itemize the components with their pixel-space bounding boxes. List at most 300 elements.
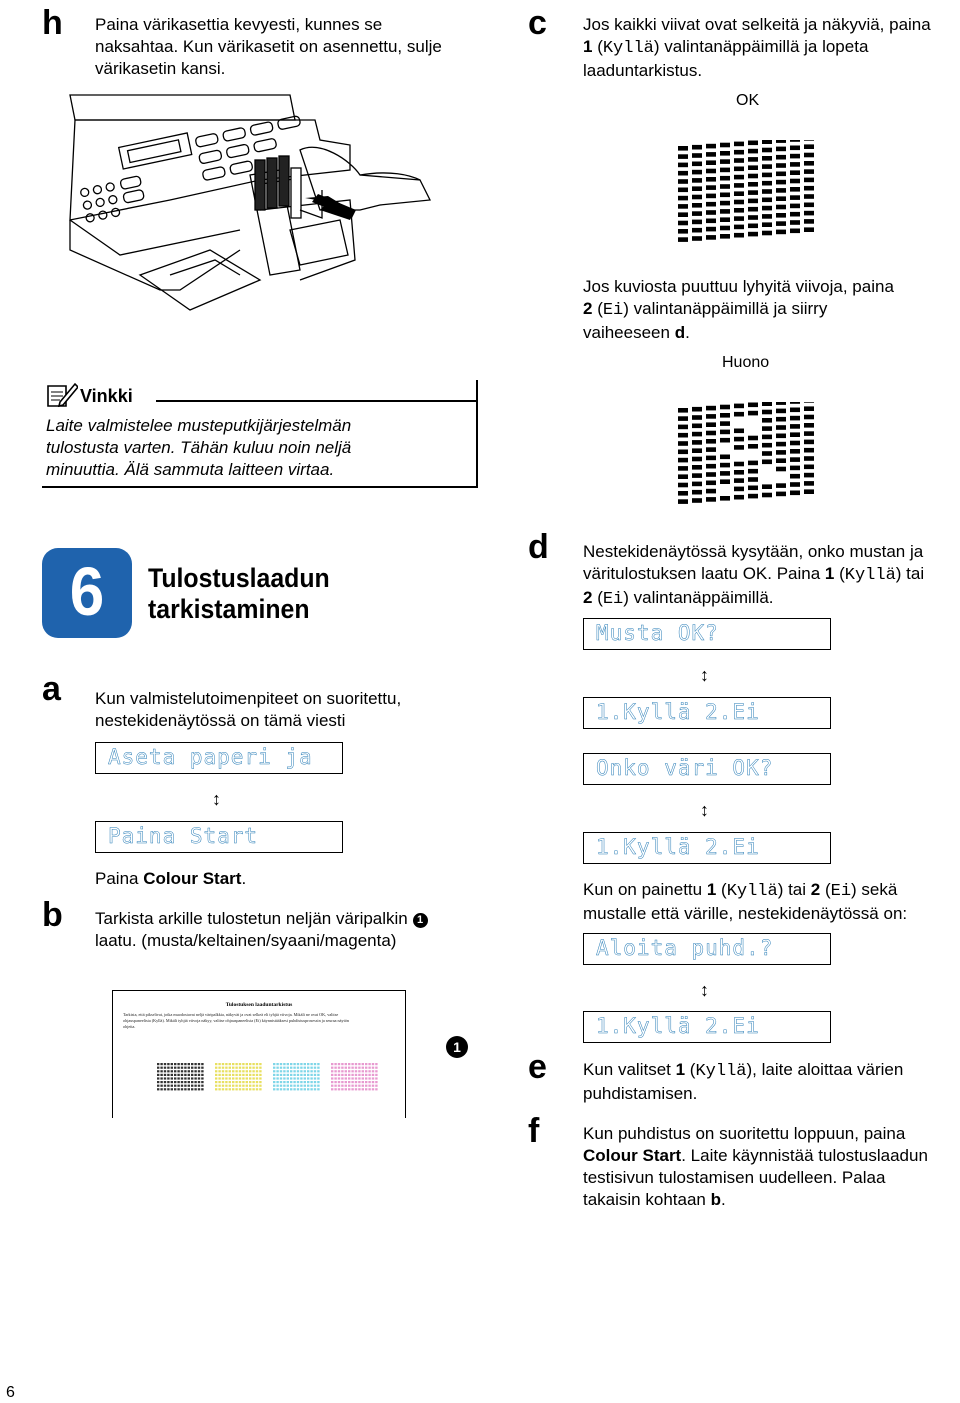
step-h-text: Paina värikasettia kevyesti, kunnes se naksahtaa. Kun värikasetit on asennettu, sulje värikasetin kansi.: [95, 15, 442, 78]
color-block-dot: [225, 1070, 227, 1072]
nozzle-pattern-dash: [692, 228, 702, 233]
nozzle-pattern-dash: [790, 179, 800, 184]
nozzle-pattern-dash: [776, 230, 786, 235]
color-block-dot: [222, 1088, 224, 1090]
nozzle-pattern-dash: [790, 449, 800, 454]
color-block-dot: [225, 1088, 227, 1090]
color-block-dot: [160, 1070, 162, 1072]
tip-text: Laite valmistelee musteputkijärjestelmän tulostusta varten. Tähän kuluu noin neljä minuuttia. Älä sammuta laitteen virtaa.: [46, 416, 352, 479]
color-block-dot: [310, 1081, 312, 1083]
step-c-text: Jos kaikki viivat ovat selkeitä ja näkyviä, paina 1 (Kyllä) valintanäppäimillä ja lopeta laaduntarkistus.: [583, 15, 931, 80]
color-block-dot: [249, 1088, 251, 1090]
color-block-dot: [242, 1070, 244, 1072]
color-block-dot: [307, 1063, 309, 1065]
color-block-dot: [355, 1063, 357, 1065]
color-block-dot: [372, 1074, 374, 1076]
color-block-dot: [259, 1063, 261, 1065]
color-block-dot: [375, 1063, 377, 1065]
color-block-dot: [242, 1085, 244, 1087]
nozzle-pattern-dash: [762, 418, 772, 423]
nozzle-pattern-dash: [804, 186, 814, 191]
color-block-dot: [242, 1067, 244, 1069]
color-block-dot: [198, 1085, 200, 1087]
nozzle-pattern-dash: [748, 199, 758, 204]
nozzle-pattern-dash: [748, 190, 758, 195]
step-letter-e: e: [528, 1048, 547, 1086]
color-block-dot: [351, 1063, 353, 1065]
nozzle-pattern-dash: [804, 456, 814, 461]
color-block-dot: [368, 1070, 370, 1072]
color-block-dot: [300, 1088, 302, 1090]
color-block-dot: [341, 1081, 343, 1083]
color-block-dot: [273, 1085, 275, 1087]
nozzle-pattern-dash: [762, 484, 772, 489]
test-sheet-text: Tarkista, että pikselivat, jotka muodostavat neljä väripalkkia, näkyvät ja ovat selkeä eli tyhjiä viivoja. Mikäli ne ovat OK, valitse ohjauspaneelista (Kyllä). Mikäli tyhjiä viivoja näkyy, valitse ohjauspaneelista (Ei) käynnistääksesi puhdistusprosessin ja seuraa näytön ohjeita.: [123, 1012, 349, 1029]
color-block-dot: [188, 1074, 190, 1076]
color-block-dot: [334, 1074, 336, 1076]
step-number-badge: [42, 548, 132, 638]
nozzle-pattern-dash: [734, 200, 744, 205]
color-block-dot: [222, 1081, 224, 1083]
color-block-dot: [191, 1088, 193, 1090]
nozzle-pattern-dash: [734, 404, 744, 409]
bad-pattern: [676, 402, 822, 510]
color-block-dot: [184, 1074, 186, 1076]
nozzle-pattern-dash: [706, 235, 716, 240]
color-block-dot: [201, 1067, 203, 1069]
printer-illustration: [60, 90, 480, 315]
nozzle-pattern-dash: [790, 424, 800, 429]
color-block-dot: [249, 1063, 251, 1065]
nozzle-pattern-dash: [762, 173, 772, 178]
color-block-dot: [362, 1063, 364, 1065]
color-block-dot: [375, 1077, 377, 1079]
color-block-dot: [252, 1088, 254, 1090]
step-number: 6: [69, 554, 105, 631]
color-block-dot: [229, 1081, 231, 1083]
nozzle-pattern-dash: [678, 188, 688, 193]
color-block-dot: [300, 1077, 302, 1079]
color-block-dot: [314, 1085, 316, 1087]
nozzle-pattern-dash: [790, 170, 800, 175]
nozzle-pattern-dash: [748, 436, 758, 441]
color-block-dot: [174, 1074, 176, 1076]
nozzle-pattern-dash: [804, 194, 814, 199]
color-block-dot: [307, 1067, 309, 1069]
color-block-dot: [181, 1063, 183, 1065]
step-letter-a: a: [42, 670, 61, 708]
color-block-dot: [242, 1077, 244, 1079]
color-block-dot: [188, 1077, 190, 1079]
color-block-dot: [307, 1074, 309, 1076]
color-block-dot: [297, 1070, 299, 1072]
color-block-dot: [191, 1085, 193, 1087]
nozzle-pattern-dash: [804, 473, 814, 478]
step-letter-h: h: [42, 4, 63, 42]
nozzle-pattern-dash: [720, 430, 730, 435]
color-block-dot: [177, 1063, 179, 1065]
color-block-dot: [310, 1063, 312, 1065]
color-block-dot: [171, 1081, 173, 1083]
color-block-dot: [297, 1088, 299, 1090]
color-block-dot: [307, 1077, 309, 1079]
color-block-dot: [181, 1085, 183, 1087]
nozzle-pattern-dash: [762, 426, 772, 431]
color-block-dot: [314, 1088, 316, 1090]
color-block-dot: [283, 1085, 285, 1087]
color-block-dot: [256, 1067, 258, 1069]
color-block-dot: [355, 1077, 357, 1079]
color-block-dot: [351, 1077, 353, 1079]
nozzle-pattern-dash: [776, 221, 786, 226]
color-block-dot: [314, 1070, 316, 1072]
color-block-dot: [290, 1081, 292, 1083]
nozzle-pattern-dash: [678, 441, 688, 446]
nozzle-pattern-dash: [720, 226, 730, 231]
press-colour-start-text: Paina Colour Start.: [95, 869, 247, 888]
color-block-dot: [287, 1070, 289, 1072]
color-block-dot: [348, 1063, 350, 1065]
color-block-dot: [351, 1074, 353, 1076]
color-block-dot: [198, 1081, 200, 1083]
nozzle-pattern-dash: [776, 434, 786, 439]
nozzle-pattern-dash: [776, 402, 786, 405]
color-block-dot: [280, 1088, 282, 1090]
color-block-dot: [167, 1067, 169, 1069]
color-block-dot: [355, 1070, 357, 1072]
nozzle-pattern-dash: [692, 482, 702, 487]
nozzle-pattern-dash: [762, 214, 772, 219]
nozzle-pattern-dash: [692, 457, 702, 462]
nozzle-pattern-dash: [776, 492, 786, 497]
color-block-dot: [239, 1081, 241, 1083]
color-block-dot: [276, 1085, 278, 1087]
nozzle-pattern-dash: [762, 493, 772, 498]
color-block-dot: [273, 1070, 275, 1072]
nozzle-pattern-dash: [804, 153, 814, 158]
color-block-dot: [372, 1081, 374, 1083]
color-block-dot: [181, 1067, 183, 1069]
color-block-dot: [160, 1085, 162, 1087]
nozzle-pattern-dash: [720, 471, 730, 476]
nozzle-pattern-dash: [734, 412, 744, 417]
nozzle-pattern-dash: [720, 176, 730, 181]
color-block-dot: [273, 1081, 275, 1083]
color-block-dot: [259, 1077, 261, 1079]
nozzle-pattern-dash: [776, 172, 786, 177]
color-block-dot: [348, 1077, 350, 1079]
nozzle-pattern-dash: [678, 458, 688, 463]
color-block-dot: [225, 1081, 227, 1083]
color-block-dot: [307, 1081, 309, 1083]
color-block-dot: [345, 1085, 347, 1087]
color-block-dot: [368, 1085, 370, 1087]
nozzle-pattern-dash: [804, 211, 814, 216]
color-block-dot: [297, 1063, 299, 1065]
nozzle-pattern-dash: [776, 409, 786, 414]
color-block-dot: [331, 1063, 333, 1065]
color-block-dot: [229, 1070, 231, 1072]
color-block-dot: [235, 1088, 237, 1090]
color-block-dot: [334, 1085, 336, 1087]
color-block-dot: [225, 1074, 227, 1076]
color-block-dot: [232, 1088, 234, 1090]
nozzle-pattern-dash: [706, 194, 716, 199]
color-block-dot: [246, 1088, 248, 1090]
nozzle-pattern-dash: [720, 479, 730, 484]
color-block-dot: [362, 1070, 364, 1072]
nozzle-pattern-dash: [762, 206, 772, 211]
color-block-dot: [259, 1067, 261, 1069]
color-block-dot: [314, 1067, 316, 1069]
color-block-dot: [157, 1081, 159, 1083]
nozzle-pattern-dash: [790, 146, 800, 151]
color-block-dot: [300, 1074, 302, 1076]
color-block-dot: [348, 1085, 350, 1087]
nozzle-pattern-dash: [706, 481, 716, 486]
color-block-dot: [273, 1088, 275, 1090]
nozzle-pattern-dash: [720, 234, 730, 239]
color-block-dot: [201, 1070, 203, 1072]
nozzle-pattern-dash: [748, 157, 758, 162]
color-block-dot: [171, 1067, 173, 1069]
nozzle-pattern-dash: [678, 425, 688, 430]
color-block-dot: [177, 1081, 179, 1083]
color-block-dot: [194, 1088, 196, 1090]
color-block-dot: [191, 1070, 193, 1072]
lcd-display: Aloita puhd.?: [583, 933, 831, 965]
color-block-dot: [368, 1074, 370, 1076]
color-block-dot: [164, 1085, 166, 1087]
nozzle-pattern-dash: [776, 163, 786, 168]
color-block-dot: [164, 1063, 166, 1065]
color-block-dot: [218, 1081, 220, 1083]
color-block-dot: [160, 1067, 162, 1069]
scroll-arrow-icon: ↕: [700, 665, 709, 685]
color-block-dot: [345, 1067, 347, 1069]
scroll-arrow-icon: ↕: [700, 800, 709, 820]
color-block-dot: [232, 1077, 234, 1079]
nozzle-pattern-dash: [804, 415, 814, 420]
color-block-dot: [304, 1067, 306, 1069]
color-block-dot: [283, 1088, 285, 1090]
nozzle-pattern-dash: [804, 423, 814, 428]
nozzle-pattern-dash: [692, 424, 702, 429]
nozzle-pattern-dash: [790, 204, 800, 209]
pencil-note-icon: [46, 380, 78, 408]
color-block-dot: [372, 1077, 374, 1079]
nozzle-pattern-dash: [734, 167, 744, 172]
color-block-dot: [164, 1074, 166, 1076]
nozzle-pattern-dash: [734, 150, 744, 155]
color-block-dot: [334, 1063, 336, 1065]
color-block-dot: [280, 1077, 282, 1079]
nozzle-pattern-dash: [720, 463, 730, 468]
color-block-dot: [338, 1063, 340, 1065]
color-block-dot: [290, 1074, 292, 1076]
color-block-dot: [198, 1070, 200, 1072]
color-block-dot: [184, 1063, 186, 1065]
color-block-dot: [341, 1070, 343, 1072]
color-block-dot: [273, 1077, 275, 1079]
nozzle-pattern-dash: [734, 233, 744, 238]
nozzle-pattern-dash: [720, 421, 730, 426]
color-block-dot: [239, 1067, 241, 1069]
color-block-dot: [215, 1074, 217, 1076]
nozzle-pattern-dash: [748, 486, 758, 491]
color-block-dot: [160, 1063, 162, 1065]
color-block-dot: [174, 1067, 176, 1069]
color-block-dot: [184, 1070, 186, 1072]
nozzle-pattern-dash: [692, 220, 702, 225]
color-block-dot: [368, 1081, 370, 1083]
nozzle-pattern-dash: [804, 219, 814, 224]
nozzle-pattern-dash: [678, 212, 688, 217]
nozzle-pattern-dash: [776, 450, 786, 455]
nozzle-pattern-dash: [776, 425, 786, 430]
color-block-dot: [232, 1063, 234, 1065]
nozzle-pattern-dash: [790, 229, 800, 234]
step-letter-f: f: [528, 1112, 540, 1150]
color-block-dot: [225, 1063, 227, 1065]
color-block-dot: [345, 1077, 347, 1079]
nozzle-pattern-dash: [692, 473, 702, 478]
color-block-dot: [365, 1088, 367, 1090]
color-block-dot: [362, 1088, 364, 1090]
nozzle-pattern-dash: [748, 224, 758, 229]
nozzle-pattern-dash: [776, 196, 786, 201]
nozzle-pattern-dash: [692, 498, 702, 503]
color-block-dot: [293, 1077, 295, 1079]
step-title: Tulostuslaadun tarkistaminen: [148, 563, 330, 624]
callout-marker: 1: [413, 913, 428, 928]
color-block-dot: [358, 1070, 360, 1072]
nozzle-pattern-dash: [678, 146, 688, 151]
nozzle-pattern-dash: [776, 467, 786, 472]
nozzle-pattern-dash: [720, 168, 730, 173]
color-block-dot: [341, 1067, 343, 1069]
color-block-dot: [246, 1074, 248, 1076]
color-block-dot: [348, 1067, 350, 1069]
color-block-dot: [283, 1081, 285, 1083]
nozzle-pattern-dash: [804, 406, 814, 411]
color-block-dot: [331, 1088, 333, 1090]
nozzle-pattern-dash: [720, 193, 730, 198]
color-block-dot: [229, 1085, 231, 1087]
nozzle-pattern-dash: [762, 460, 772, 465]
nozzle-pattern-dash: [762, 140, 772, 144]
color-block-dot: [290, 1077, 292, 1079]
nozzle-pattern-dash: [734, 175, 744, 180]
nozzle-pattern-dash: [720, 438, 730, 443]
color-block-dot: [239, 1074, 241, 1076]
color-block-dot: [293, 1085, 295, 1087]
color-block-dot: [201, 1081, 203, 1083]
tip-top-rule: [156, 400, 478, 402]
color-block-dot: [338, 1074, 340, 1076]
color-block-dot: [164, 1077, 166, 1079]
color-block-dot: [164, 1081, 166, 1083]
nozzle-pattern-dash: [734, 183, 744, 188]
color-block-dot: [365, 1067, 367, 1069]
color-block-dot: [317, 1081, 319, 1083]
color-block-dot: [314, 1074, 316, 1076]
color-block-dot: [307, 1070, 309, 1072]
color-block-dot: [249, 1070, 251, 1072]
nozzle-pattern-dash: [692, 415, 702, 420]
nozzle-pattern-dash: [790, 212, 800, 217]
color-block-dot: [246, 1063, 248, 1065]
color-block-dot: [358, 1063, 360, 1065]
nozzle-pattern-dash: [706, 210, 716, 215]
color-block-dot: [167, 1077, 169, 1079]
nozzle-pattern-dash: [720, 201, 730, 206]
nozzle-pattern-dash: [748, 494, 758, 499]
nozzle-pattern-dash: [734, 225, 744, 230]
color-block-dot: [290, 1063, 292, 1065]
color-block-dot: [293, 1081, 295, 1083]
color-block-dot: [375, 1088, 377, 1090]
color-block-dot: [256, 1088, 258, 1090]
color-block-dot: [283, 1070, 285, 1072]
color-block-dot: [246, 1081, 248, 1083]
nozzle-pattern-dash: [706, 464, 716, 469]
lcd-display: 1.Kyllä 2.Ei: [583, 832, 831, 864]
color-block-dot: [252, 1077, 254, 1079]
color-block-dot: [297, 1081, 299, 1083]
nozzle-pattern-dash: [678, 466, 688, 471]
color-block-dot: [358, 1067, 360, 1069]
color-block-dot: [314, 1077, 316, 1079]
color-block-dot: [362, 1074, 364, 1076]
color-block-dot: [314, 1081, 316, 1083]
color-block-dot: [287, 1077, 289, 1079]
nozzle-pattern-dash: [748, 444, 758, 449]
color-block-dot: [358, 1077, 360, 1079]
color-block-dot: [276, 1077, 278, 1079]
color-block-dot: [167, 1081, 169, 1083]
nozzle-pattern-dash: [692, 186, 702, 191]
color-block-dot: [273, 1063, 275, 1065]
color-block-dot: [177, 1074, 179, 1076]
color-block-dot: [167, 1063, 169, 1065]
scroll-arrow-icon: ↕: [700, 980, 709, 1000]
color-block-dot: [304, 1085, 306, 1087]
color-block-dot: [300, 1063, 302, 1065]
color-block-dot: [276, 1067, 278, 1069]
nozzle-pattern-dash: [692, 490, 702, 495]
nozzle-pattern-dash: [790, 491, 800, 496]
nozzle-pattern-dash: [720, 151, 730, 156]
color-block-dot: [338, 1085, 340, 1087]
nozzle-pattern-dash: [734, 142, 744, 147]
nozzle-pattern-dash: [678, 491, 688, 496]
color-block-dot: [215, 1067, 217, 1069]
color-block-dot: [171, 1085, 173, 1087]
color-block-dot: [194, 1070, 196, 1072]
color-block-dot: [358, 1081, 360, 1083]
color-block-dot: [232, 1085, 234, 1087]
color-block-dot: [280, 1085, 282, 1087]
color-block-dot: [246, 1067, 248, 1069]
nozzle-pattern-dash: [790, 195, 800, 200]
color-block-dot: [188, 1081, 190, 1083]
nozzle-pattern-dash: [748, 469, 758, 474]
nozzle-pattern-dash: [762, 402, 772, 406]
color-block-dot: [218, 1074, 220, 1076]
color-block-dot: [188, 1063, 190, 1065]
nozzle-pattern-dash: [706, 489, 716, 494]
